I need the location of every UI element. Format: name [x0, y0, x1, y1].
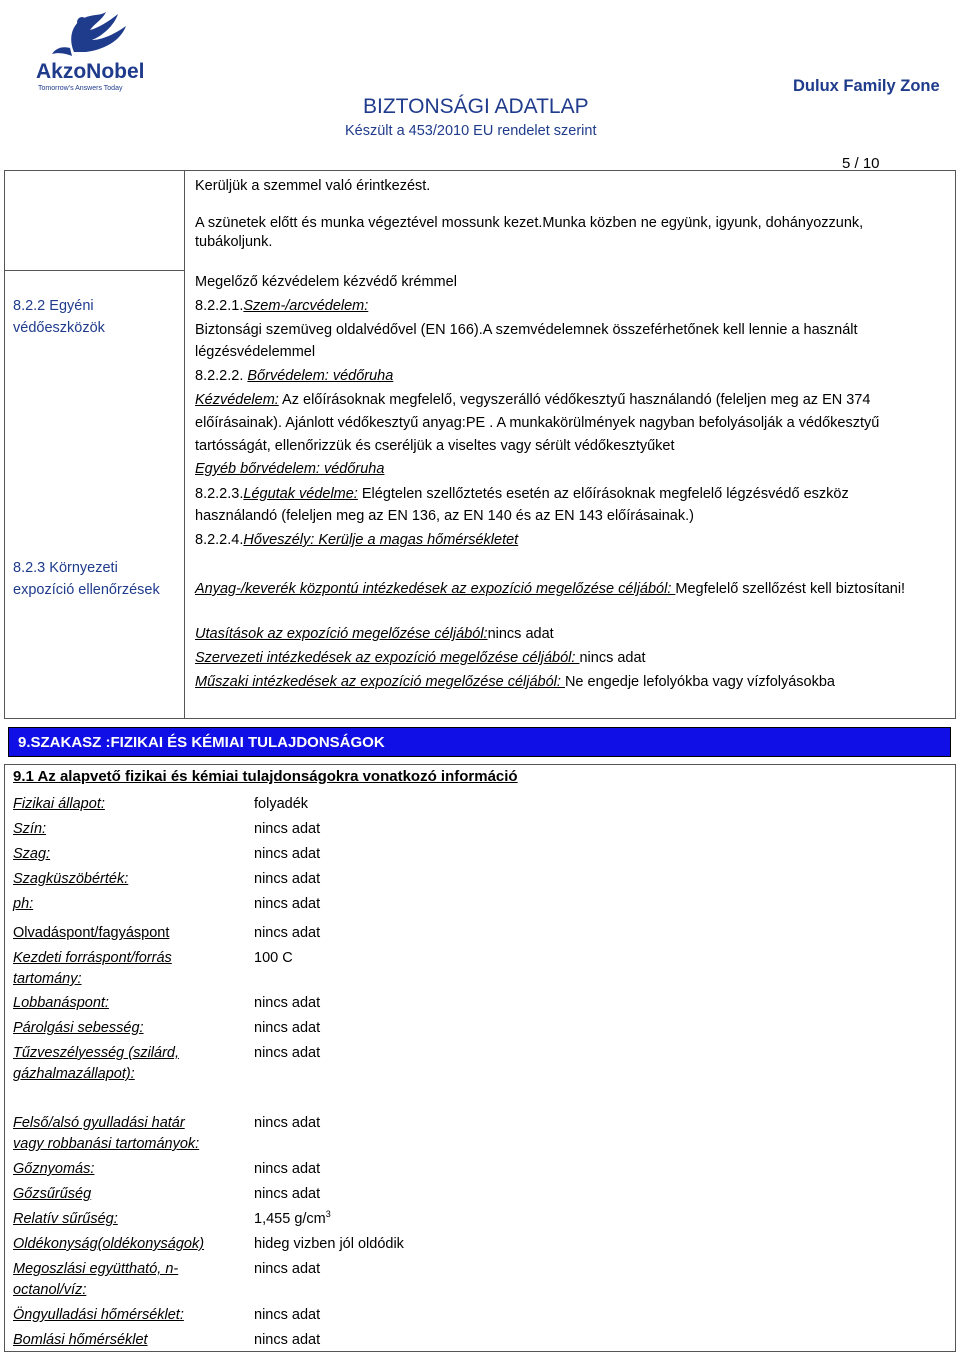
property-value-text: nincs adat [254, 846, 321, 862]
column-divider [184, 170, 185, 719]
property-value [254, 1234, 404, 1255]
thermal-title: Hőveszély: Kerülje a magas hőmérsékletet [243, 532, 519, 548]
property-value [254, 1018, 320, 1039]
property-value [254, 1113, 320, 1134]
respiratory-title: Légutak védelme: [243, 486, 358, 502]
env-measure-1 [195, 578, 930, 600]
property-value-text: folyadék [254, 796, 309, 812]
property-label: ph: [13, 896, 34, 912]
property-label: Relatív sűrűség: [13, 1211, 118, 1227]
property-label: Párolgási sebesség: [13, 1020, 144, 1036]
skin-protection-title: Bőrvédelem: védőruha [247, 368, 394, 384]
property-value-text: nincs adat [254, 1307, 321, 1323]
property-value-text: nincs adat [254, 1020, 321, 1036]
hygiene-text-line2: tubákoljunk. [195, 234, 273, 250]
property-value [254, 844, 320, 865]
env-measure-2-label: Utasítások az expozíció megelőzése céljából: [195, 626, 488, 642]
other-skin-protection: Egyéb bőrvédelem: védőruha [195, 461, 385, 477]
skin-protection-number: 8.2.2.2. [195, 368, 244, 384]
property-value-text: 1,455 g/cm [254, 1211, 326, 1227]
property-value-text: nincs adat [254, 1186, 321, 1202]
page-number: 5 / 10 [842, 155, 880, 172]
property-value-text: nincs adat [254, 1115, 321, 1131]
property-label: Szag: [13, 846, 51, 862]
property-label: Öngyulladási hőmérséklet: [13, 1307, 184, 1323]
env-measure-4-label: Műszaki intézkedések az expozíció megelőzése céljából: [195, 674, 565, 690]
property-label: Felső/alsó gyulladási határ vagy robbanási tartományok: [13, 1115, 200, 1152]
property-value [254, 819, 320, 840]
property-label: Bomlási hőmérséklet [13, 1332, 148, 1348]
row-divider [4, 270, 185, 271]
property-value [254, 923, 320, 944]
property-label: Kezdeti forráspont/forrás tartomány: [13, 950, 172, 987]
property-label: Fizikai állapot: [13, 796, 105, 812]
property-label: Oldékonyság(oldékonyságok) [13, 1236, 205, 1252]
property-value [254, 1259, 320, 1280]
section9-1-title: 9.1 Az alapvető fizikai és kémiai tulajdonságokra vonatkozó információ [13, 768, 518, 785]
property-value-text: nincs adat [254, 1261, 321, 1277]
logo-wordmark: AkzoNobel [36, 60, 145, 83]
property-label: Olvadáspont/fagyáspont [13, 925, 170, 941]
document-title: BIZTONSÁGI ADATLAP [363, 95, 589, 118]
thermal-number: 8.2.2.4. [195, 532, 244, 548]
property-label: Szagküszöbérték: [13, 871, 129, 887]
property-value-text: nincs adat [254, 871, 321, 887]
respiratory-protection-paragraph [195, 483, 930, 527]
eye-protection-number: 8.2.2.1. [195, 298, 244, 314]
property-label: Gőzsűrűség [13, 1186, 92, 1202]
env-measure-4-value: Ne engedje lefolyókba vagy vízfolyásokba [564, 674, 835, 690]
eye-protection-title: Szem-/arcvédelem: [243, 298, 369, 314]
property-value [254, 1209, 331, 1230]
property-value-text: nincs adat [254, 1045, 321, 1061]
akzonobel-logo [22, 8, 152, 94]
hand-cream-text: Megelőző kézvédelem kézvédő krémmel [195, 274, 457, 290]
property-label: Szín: [13, 821, 47, 837]
property-value-text: nincs adat [254, 995, 321, 1011]
hygiene-text-line1: A szünetek előtt és munka végeztével mossunk kezet.Munka közben ne együnk, igyunk, dohányozzunk, [195, 215, 864, 231]
hand-protection-title: Kézvédelem: [195, 392, 279, 408]
property-value [254, 993, 320, 1014]
skin-protection-heading [195, 367, 393, 385]
property-value [254, 1330, 320, 1351]
property-label: Gőznyomás: [13, 1161, 95, 1177]
env-measure-2 [195, 625, 554, 643]
property-value [254, 1184, 320, 1205]
property-label: Lobbanáspont: [13, 995, 109, 1011]
property-value-text: nincs adat [254, 821, 321, 837]
personal-protection-heading: 8.2.2 Egyéni védőeszközök [13, 298, 105, 336]
hand-protection-text: Az előírásoknak megfelelő, vegyszerálló védőkesztyű használandó (feleljen meg az EN 374 előírásainak). Ajánlott védőkesztyű anyag:PE . A munkakörülmények nagyban befolyásolják a védőkesztyű tartósságát, ellenőrizzük és cseréljük a viseltes vagy sérült védőkesztyűket [195, 392, 880, 454]
respiratory-text: Elégtelen szellőztetés esetén az előírásoknak megfelelő légzésvédő eszköz használandó (feleljen meg az EN 136, az EN 140 és az EN 143 előírásainak.) [195, 486, 849, 524]
env-measure-1-label: Anyag-/keverék központú intézkedések az expozíció megelőzése céljából: [195, 581, 676, 597]
property-value [254, 1159, 320, 1180]
document-subtitle: Készült a 453/2010 EU rendelet szerint [345, 123, 597, 139]
section9-title: 9.SZAKASZ :FIZIKAI ÉS KÉMIAI TULAJDONSÁGOK [18, 734, 385, 751]
avoid-eye-contact-text: Kerüljük a szemmel való érintkezést. [195, 178, 431, 194]
thermal-hazard-line [195, 531, 518, 549]
property-value [254, 1043, 320, 1064]
eye-protection-text: Biztonsági szemüveg oldalvédővel (EN 166).A szemvédelemnek összeférhetőnek kell lennie a használt légzésvédelemmel [195, 322, 858, 360]
property-label: Megoszlási együttható, n-octanol/víz: [13, 1261, 179, 1298]
env-measure-3 [195, 649, 646, 667]
property-value [254, 894, 320, 915]
property-value-text: hideg vizben jól oldódik [254, 1236, 404, 1252]
environmental-exposure-heading: 8.2.3 Környezeti expozíció ellenőrzések [13, 560, 160, 598]
property-value [254, 869, 320, 890]
property-value-text: nincs adat [254, 1161, 321, 1177]
property-value [254, 1305, 320, 1326]
property-value-text: nincs adat [254, 1332, 321, 1348]
property-value [254, 794, 308, 815]
env-measure-3-label: Szervezeti intézkedések az expozíció megelőzése céljából: [195, 650, 580, 666]
env-measure-4 [195, 673, 835, 691]
property-value-superscript: 3 [325, 1209, 331, 1220]
property-value-text: 100 C [254, 950, 293, 966]
product-name: Dulux Family Zone [793, 77, 940, 95]
eye-protection-heading [195, 297, 368, 315]
logo-tagline: Tomorrow's Answers Today [38, 85, 123, 92]
respiratory-number: 8.2.2.3. [195, 486, 244, 502]
property-value-text: nincs adat [254, 896, 321, 912]
env-measure-2-value: nincs adat [487, 626, 554, 642]
env-measure-1-value: Megfelelő szellőzést kell biztosítani! [675, 581, 906, 597]
hand-protection-paragraph [195, 389, 930, 458]
property-label: Tűzveszélyesség (szilárd, gázhalmazállapot): [13, 1045, 179, 1082]
env-measure-3-value: nincs adat [579, 650, 646, 666]
property-value [254, 948, 293, 969]
property-value-text: nincs adat [254, 925, 321, 941]
